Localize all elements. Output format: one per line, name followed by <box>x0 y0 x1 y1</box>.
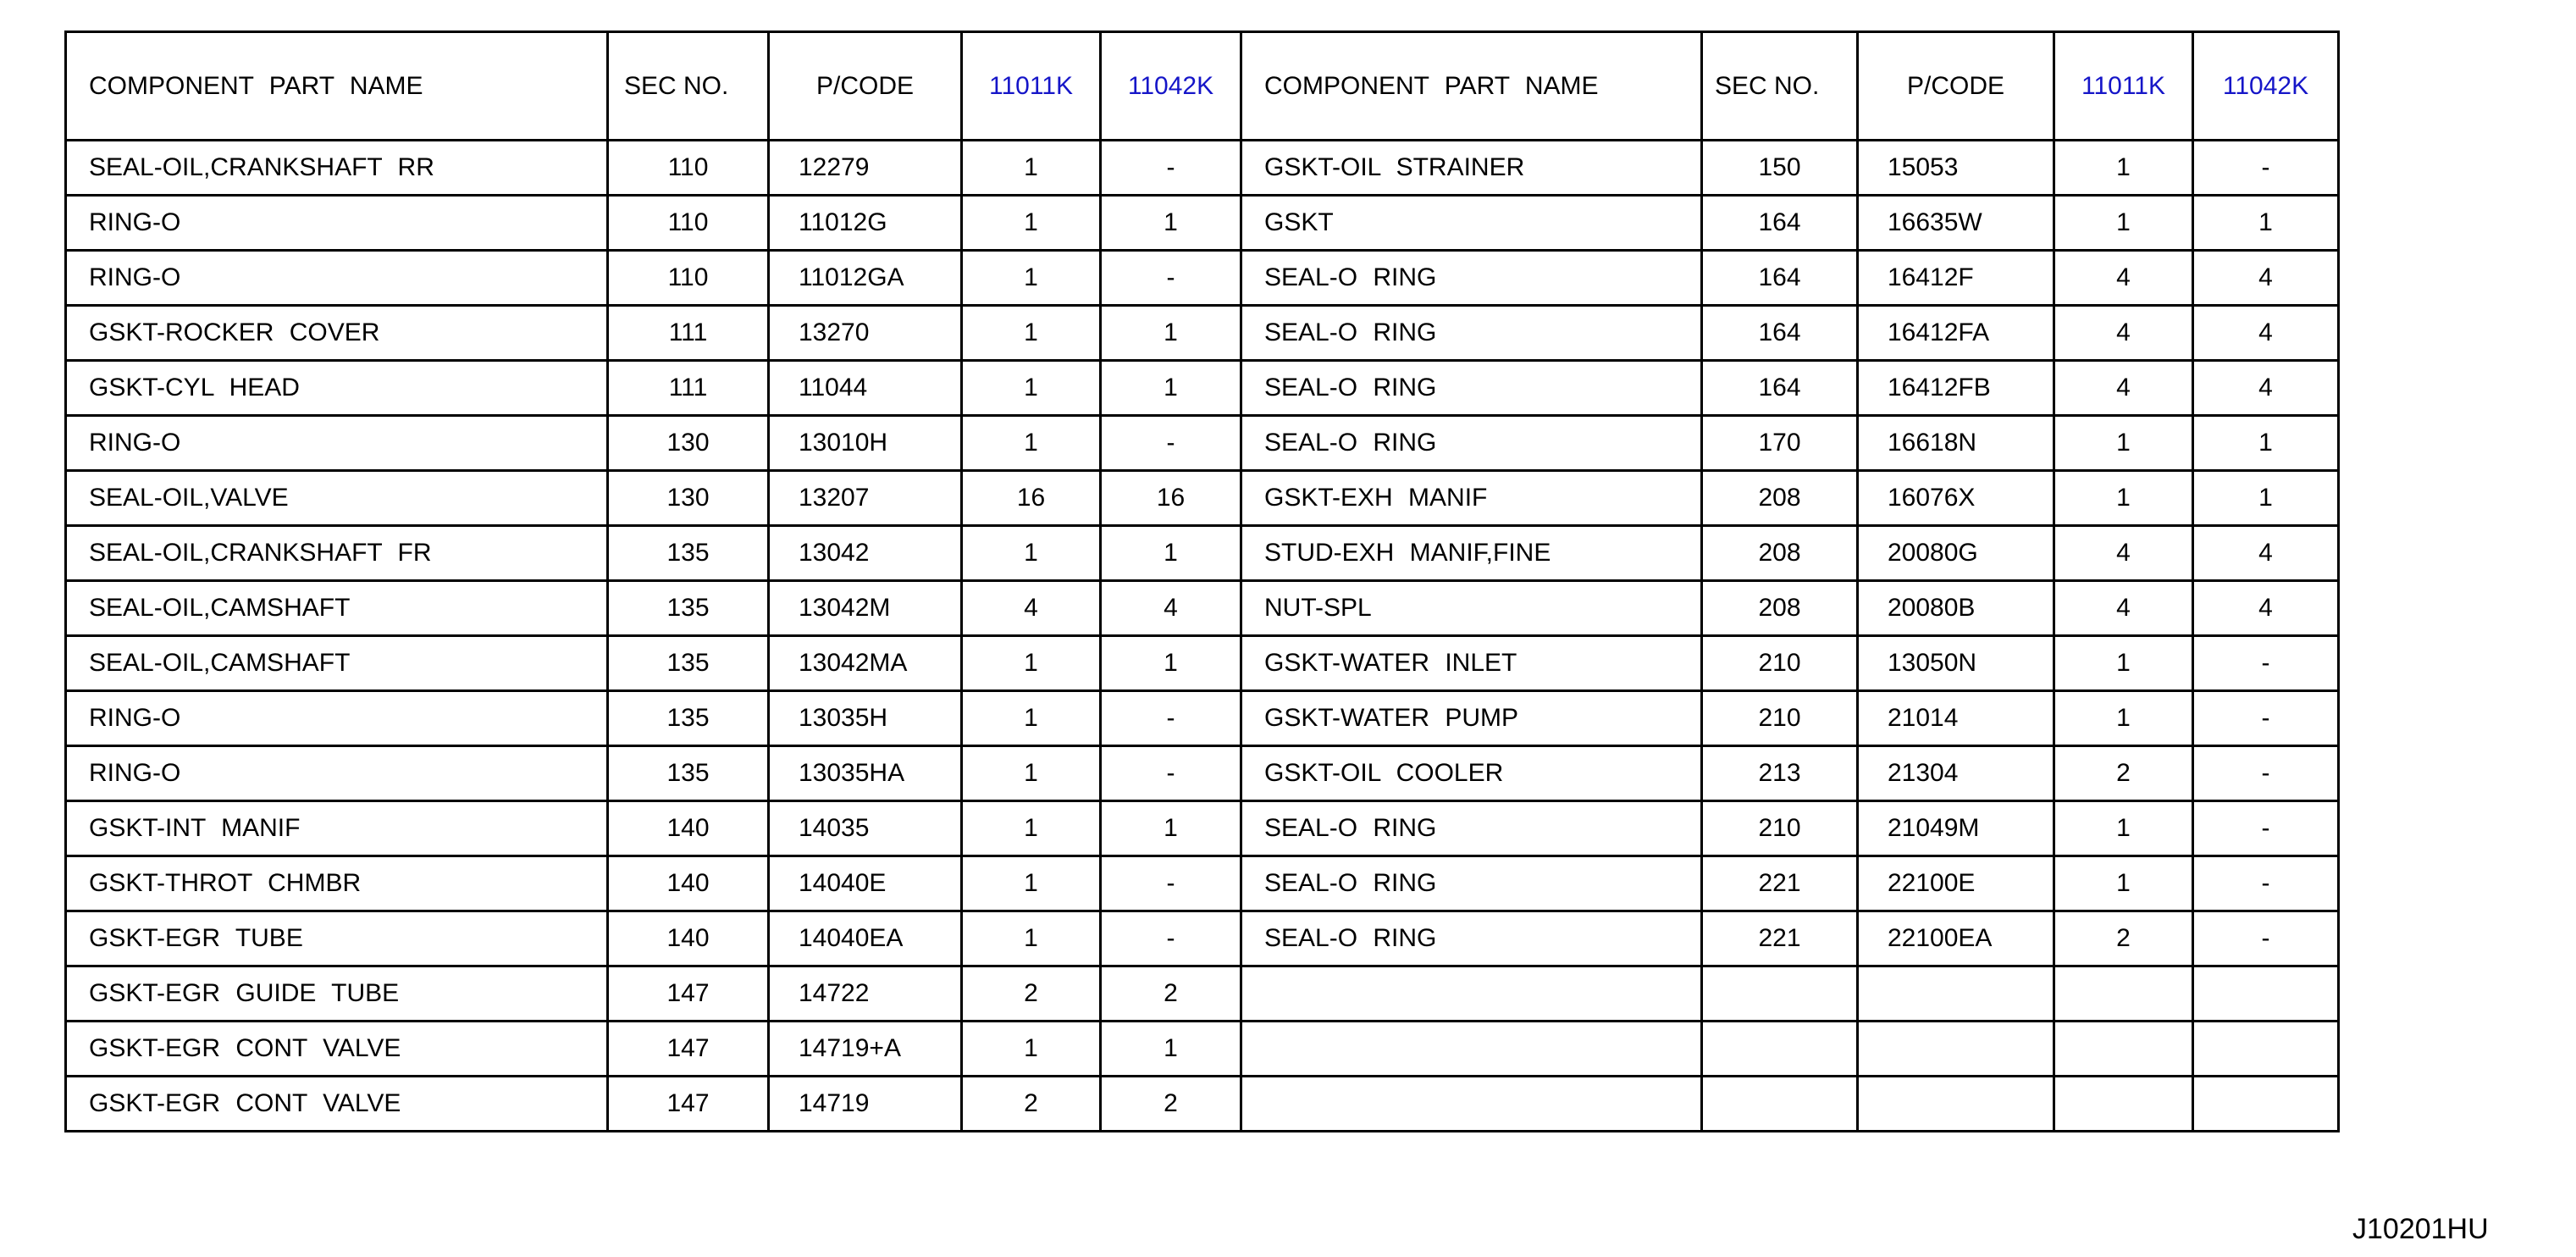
qty-11011k-cell-left: 1 <box>962 361 1101 416</box>
pcode-cell-left: 14719 <box>769 1077 962 1132</box>
component-name-cell-left: GSKT-EGR CONT VALVE <box>66 1022 608 1077</box>
pcode-cell-left: 14040E <box>769 856 962 911</box>
qty-11011k-cell-left: 4 <box>962 581 1101 636</box>
qty-11011k-cell-right: 1 <box>2054 196 2193 251</box>
table-row <box>66 306 2339 361</box>
qty-11042k-cell-right: 4 <box>2193 361 2339 416</box>
pcode-cell-right: 16412FB <box>1858 361 2054 416</box>
pcode-cell-right: 15053 <box>1858 141 2054 196</box>
qty-11042k-cell-left: - <box>1101 416 1241 471</box>
component-name-cell-right: GSKT-WATER PUMP <box>1241 691 1702 746</box>
sec-no-cell-left: 135 <box>608 636 769 691</box>
table-row <box>66 1022 2339 1077</box>
table-row <box>66 471 2339 526</box>
qty-11011k-cell-left: 1 <box>962 416 1101 471</box>
pcode-cell-left: 13042MA <box>769 636 962 691</box>
qty-11042k-cell-left: 1 <box>1101 1022 1241 1077</box>
sec-no-cell-left: 110 <box>608 251 769 306</box>
qty-11011k-cell-right <box>2054 966 2193 1022</box>
sec-no-cell-right: 221 <box>1702 856 1858 911</box>
component-name-cell-right <box>1241 1022 1702 1077</box>
qty-11042k-cell-right: - <box>2193 636 2339 691</box>
sec-no-cell-right: 170 <box>1702 416 1858 471</box>
pcode-cell-left: 14722 <box>769 966 962 1022</box>
component-name-cell-left: GSKT-EGR TUBE <box>66 911 608 966</box>
qty-11042k-cell-right: 4 <box>2193 581 2339 636</box>
sec-no-cell-right: 210 <box>1702 636 1858 691</box>
qty-11042k-cell-left: 1 <box>1101 196 1241 251</box>
pcode-cell-left: 13270 <box>769 306 962 361</box>
component-name-cell-right: SEAL-O RING <box>1241 801 1702 856</box>
header-component-name-left: COMPONENT PART NAME <box>66 32 608 141</box>
qty-11011k-cell-left: 1 <box>962 801 1101 856</box>
sec-no-cell-right <box>1702 966 1858 1022</box>
pcode-cell-right: 16618N <box>1858 416 2054 471</box>
header-component-name-right: COMPONENT PART NAME <box>1241 32 1702 141</box>
qty-11011k-cell-right: 4 <box>2054 361 2193 416</box>
table-row <box>66 416 2339 471</box>
qty-11042k-cell-right: - <box>2193 856 2339 911</box>
qty-11011k-cell-left: 1 <box>962 526 1101 581</box>
qty-11011k-cell-left: 1 <box>962 856 1101 911</box>
sec-no-cell-left: 140 <box>608 911 769 966</box>
component-name-cell-left: GSKT-EGR CONT VALVE <box>66 1077 608 1132</box>
sec-no-cell-right: 150 <box>1702 141 1858 196</box>
table-row <box>66 911 2339 966</box>
pcode-cell-right: 16076X <box>1858 471 2054 526</box>
table-row <box>66 526 2339 581</box>
component-name-cell-left: RING-O <box>66 746 608 801</box>
pcode-cell-right: 13050N <box>1858 636 2054 691</box>
table-row <box>66 251 2339 306</box>
sec-no-cell-left: 111 <box>608 306 769 361</box>
table-row <box>66 141 2339 196</box>
sec-no-cell-left: 140 <box>608 856 769 911</box>
table-row <box>66 196 2339 251</box>
sec-no-cell-left: 111 <box>608 361 769 416</box>
component-name-cell-left: SEAL-OIL,CAMSHAFT <box>66 581 608 636</box>
pcode-cell-right: 20080G <box>1858 526 2054 581</box>
sec-no-cell-right <box>1702 1077 1858 1132</box>
qty-11042k-cell-right: - <box>2193 746 2339 801</box>
table-row <box>66 801 2339 856</box>
component-name-cell-left: GSKT-INT MANIF <box>66 801 608 856</box>
component-name-cell-right: GSKT-OIL STRAINER <box>1241 141 1702 196</box>
qty-11042k-cell-right: 1 <box>2193 416 2339 471</box>
component-name-cell-left: SEAL-OIL,CAMSHAFT <box>66 636 608 691</box>
component-name-cell-left: GSKT-THROT CHMBR <box>66 856 608 911</box>
qty-11042k-cell-right: 4 <box>2193 526 2339 581</box>
sec-no-cell-right: 164 <box>1702 361 1858 416</box>
component-name-cell-right: SEAL-O RING <box>1241 911 1702 966</box>
component-name-cell-right: GSKT-WATER INLET <box>1241 636 1702 691</box>
qty-11011k-cell-left: 1 <box>962 746 1101 801</box>
qty-11011k-cell-left: 2 <box>962 1077 1101 1132</box>
qty-11011k-cell-right <box>2054 1077 2193 1132</box>
sec-no-cell-right <box>1702 1022 1858 1077</box>
sec-no-cell-left: 147 <box>608 966 769 1022</box>
sec-no-cell-left: 135 <box>608 746 769 801</box>
sec-no-cell-right: 164 <box>1702 196 1858 251</box>
table-row <box>66 361 2339 416</box>
qty-11042k-cell-right: 4 <box>2193 306 2339 361</box>
component-name-cell-right: SEAL-O RING <box>1241 251 1702 306</box>
qty-11042k-cell-right: - <box>2193 141 2339 196</box>
pcode-cell-left: 14719+A <box>769 1022 962 1077</box>
qty-11011k-cell-right: 4 <box>2054 251 2193 306</box>
header-sec-no-right: SEC NO. <box>1702 32 1858 141</box>
component-name-cell-right <box>1241 1077 1702 1132</box>
table-row <box>66 581 2339 636</box>
header-pcode-left: P/CODE <box>769 32 962 141</box>
component-name-cell-right: SEAL-O RING <box>1241 856 1702 911</box>
component-name-cell-left: SEAL-OIL,CRANKSHAFT RR <box>66 141 608 196</box>
component-name-cell-right: GSKT-EXH MANIF <box>1241 471 1702 526</box>
qty-11042k-cell-left: 2 <box>1101 966 1241 1022</box>
figure-code: J10201HU <box>2352 1213 2489 1245</box>
pcode-cell-right <box>1858 1077 2054 1132</box>
qty-11042k-cell-right <box>2193 966 2339 1022</box>
qty-11042k-cell-left: - <box>1101 856 1241 911</box>
qty-11042k-cell-left: - <box>1101 691 1241 746</box>
table-row <box>66 856 2339 911</box>
pcode-cell-right: 22100E <box>1858 856 2054 911</box>
pcode-cell-left: 14040EA <box>769 911 962 966</box>
qty-11011k-cell-right: 1 <box>2054 636 2193 691</box>
pcode-cell-left: 11044 <box>769 361 962 416</box>
component-name-cell-left: GSKT-CYL HEAD <box>66 361 608 416</box>
table-row <box>66 1077 2339 1132</box>
component-name-cell-left: RING-O <box>66 691 608 746</box>
component-name-cell-left: RING-O <box>66 196 608 251</box>
sec-no-cell-right: 221 <box>1702 911 1858 966</box>
sec-no-cell-left: 110 <box>608 141 769 196</box>
header-11042k-left: 11042K <box>1101 32 1241 141</box>
pcode-cell-left: 13035H <box>769 691 962 746</box>
sec-no-cell-left: 135 <box>608 526 769 581</box>
qty-11042k-cell-left: 1 <box>1101 801 1241 856</box>
component-name-cell-right: SEAL-O RING <box>1241 306 1702 361</box>
sec-no-cell-left: 135 <box>608 581 769 636</box>
pcode-cell-right: 16412F <box>1858 251 2054 306</box>
parts-table <box>64 30 2340 1132</box>
qty-11011k-cell-right: 1 <box>2054 141 2193 196</box>
sec-no-cell-right: 208 <box>1702 526 1858 581</box>
qty-11042k-cell-right: - <box>2193 801 2339 856</box>
qty-11042k-cell-left: 2 <box>1101 1077 1241 1132</box>
sec-no-cell-left: 147 <box>608 1077 769 1132</box>
pcode-cell-left: 13010H <box>769 416 962 471</box>
sec-no-cell-right: 164 <box>1702 251 1858 306</box>
component-name-cell-left: RING-O <box>66 416 608 471</box>
sec-no-cell-right: 210 <box>1702 801 1858 856</box>
qty-11042k-cell-left: 1 <box>1101 526 1241 581</box>
pcode-cell-left: 13035HA <box>769 746 962 801</box>
component-name-cell-right: GSKT-OIL COOLER <box>1241 746 1702 801</box>
qty-11042k-cell-right: 4 <box>2193 251 2339 306</box>
pcode-cell-left: 13042M <box>769 581 962 636</box>
header-11011k-left: 11011K <box>962 32 1101 141</box>
qty-11011k-cell-right: 2 <box>2054 911 2193 966</box>
qty-11042k-cell-left: 4 <box>1101 581 1241 636</box>
component-name-cell-right: SEAL-O RING <box>1241 416 1702 471</box>
qty-11042k-cell-left: - <box>1101 911 1241 966</box>
qty-11042k-cell-left: - <box>1101 746 1241 801</box>
component-name-cell-left: GSKT-ROCKER COVER <box>66 306 608 361</box>
qty-11042k-cell-left: - <box>1101 251 1241 306</box>
pcode-cell-right: 16412FA <box>1858 306 2054 361</box>
qty-11011k-cell-left: 1 <box>962 911 1101 966</box>
qty-11042k-cell-left: - <box>1101 141 1241 196</box>
table-row <box>66 691 2339 746</box>
qty-11011k-cell-right: 1 <box>2054 416 2193 471</box>
component-name-cell-right: STUD-EXH MANIF,FINE <box>1241 526 1702 581</box>
qty-11011k-cell-left: 1 <box>962 251 1101 306</box>
qty-11042k-cell-right: 1 <box>2193 196 2339 251</box>
pcode-cell-right: 16635W <box>1858 196 2054 251</box>
sec-no-cell-left: 130 <box>608 471 769 526</box>
qty-11042k-cell-right <box>2193 1077 2339 1132</box>
qty-11011k-cell-left: 1 <box>962 636 1101 691</box>
header-11042k-right: 11042K <box>2193 32 2339 141</box>
header-11011k-right: 11011K <box>2054 32 2193 141</box>
component-name-cell-right: SEAL-O RING <box>1241 361 1702 416</box>
pcode-cell-right: 21304 <box>1858 746 2054 801</box>
qty-11042k-cell-right <box>2193 1022 2339 1077</box>
qty-11011k-cell-left: 2 <box>962 966 1101 1022</box>
qty-11011k-cell-left: 1 <box>962 196 1101 251</box>
component-name-cell-right: NUT-SPL <box>1241 581 1702 636</box>
qty-11011k-cell-left: 1 <box>962 306 1101 361</box>
qty-11011k-cell-right: 1 <box>2054 691 2193 746</box>
sec-no-cell-left: 140 <box>608 801 769 856</box>
parts-table-body <box>66 141 2339 1132</box>
component-name-cell-left: SEAL-OIL,VALVE <box>66 471 608 526</box>
qty-11042k-cell-left: 1 <box>1101 636 1241 691</box>
pcode-cell-right: 21014 <box>1858 691 2054 746</box>
sec-no-cell-right: 213 <box>1702 746 1858 801</box>
table-row <box>66 636 2339 691</box>
sec-no-cell-right: 210 <box>1702 691 1858 746</box>
qty-11011k-cell-right <box>2054 1022 2193 1077</box>
sec-no-cell-left: 110 <box>608 196 769 251</box>
qty-11042k-cell-right: 1 <box>2193 471 2339 526</box>
sec-no-cell-right: 208 <box>1702 471 1858 526</box>
header-sec-no-left: SEC NO. <box>608 32 769 141</box>
pcode-cell-left: 14035 <box>769 801 962 856</box>
qty-11011k-cell-left: 1 <box>962 691 1101 746</box>
qty-11011k-cell-right: 1 <box>2054 801 2193 856</box>
component-name-cell-left: SEAL-OIL,CRANKSHAFT FR <box>66 526 608 581</box>
pcode-cell-left: 11012GA <box>769 251 962 306</box>
pcode-cell-left: 12279 <box>769 141 962 196</box>
component-name-cell-right: GSKT <box>1241 196 1702 251</box>
qty-11042k-cell-left: 16 <box>1101 471 1241 526</box>
component-name-cell-left: RING-O <box>66 251 608 306</box>
qty-11042k-cell-right: - <box>2193 911 2339 966</box>
qty-11011k-cell-left: 1 <box>962 1022 1101 1077</box>
component-name-cell-right <box>1241 966 1702 1022</box>
sec-no-cell-left: 135 <box>608 691 769 746</box>
qty-11011k-cell-left: 1 <box>962 141 1101 196</box>
qty-11011k-cell-right: 1 <box>2054 471 2193 526</box>
table-row <box>66 966 2339 1022</box>
qty-11042k-cell-left: 1 <box>1101 361 1241 416</box>
pcode-cell-right: 21049M <box>1858 801 2054 856</box>
pcode-cell-left: 13207 <box>769 471 962 526</box>
header-row <box>66 32 2339 141</box>
component-name-cell-left: GSKT-EGR GUIDE TUBE <box>66 966 608 1022</box>
table-row <box>66 746 2339 801</box>
pcode-cell-right <box>1858 966 2054 1022</box>
qty-11042k-cell-left: 1 <box>1101 306 1241 361</box>
pcode-cell-right: 20080B <box>1858 581 2054 636</box>
pcode-cell-left: 13042 <box>769 526 962 581</box>
qty-11011k-cell-right: 4 <box>2054 526 2193 581</box>
qty-11011k-cell-right: 4 <box>2054 581 2193 636</box>
sec-no-cell-right: 164 <box>1702 306 1858 361</box>
sec-no-cell-left: 147 <box>608 1022 769 1077</box>
header-pcode-right: P/CODE <box>1858 32 2054 141</box>
sec-no-cell-right: 208 <box>1702 581 1858 636</box>
qty-11011k-cell-right: 1 <box>2054 856 2193 911</box>
qty-11042k-cell-right: - <box>2193 691 2339 746</box>
sec-no-cell-left: 130 <box>608 416 769 471</box>
pcode-cell-left: 11012G <box>769 196 962 251</box>
pcode-cell-right: 22100EA <box>1858 911 2054 966</box>
qty-11011k-cell-right: 2 <box>2054 746 2193 801</box>
pcode-cell-right <box>1858 1022 2054 1077</box>
qty-11011k-cell-right: 4 <box>2054 306 2193 361</box>
qty-11011k-cell-left: 16 <box>962 471 1101 526</box>
